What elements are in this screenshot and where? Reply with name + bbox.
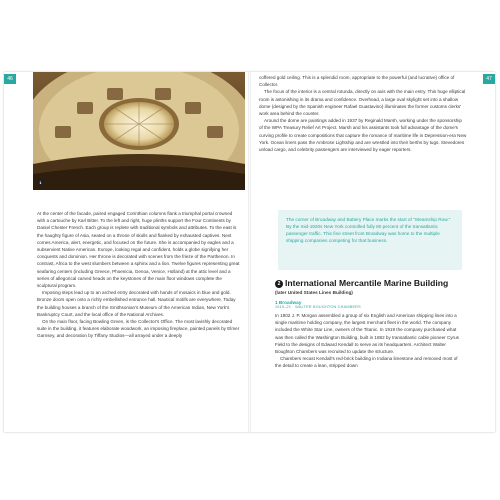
right-page-number: 47 [483,74,495,84]
left-paragraph: On the main floor, facing Bowling Green, is the Collector's Office. The most lavishly decorated suite in the building, it features elaborate woodwork, an imposing fireplace, painted panels by Elmer Garnsey, and decoration by Tiffany Studios—all arrayed under a deeply [37,319,240,339]
entry-subtitle: (later United States Lines Building) [275,290,353,295]
rotunda-photo [33,72,245,190]
right-paragraph: The focus of the interior is a central rotunda, directly on axis with the main entry. This huge elliptical room is astonishing in its drama and confidence. Overhead, a large oval skylight set into a shallow dome (designed by the Spanish engineer Rafael Guastavino) illuminates the former customs clerks' work area behind the counter. [259,89,466,117]
right-paragraph: Around the dome are paintings added in 1937 by Reginald Marsh, working under the sponsorship of the WPA Treasury Relief Art Project. Marsh and his assistants took full advantage of the dome's curving profile to create compositions that capture the romance of maritime life in Depression-era New York. Ocean liners pass the Ambrose Lightship and are wrestled into their berths by tugs. Stevedores unload cargo, and celebrity passengers are interviewed by eager reporters. [259,118,467,153]
right-column-text [259,74,467,153]
right-paragraph: coffered gold ceiling. This is a splendid room, appropriate to the powerful (and lucrative) office of Collector. [259,75,455,88]
building-entry [275,278,465,370]
entry-address: 1 Broadway [275,300,302,305]
book-spread [4,72,495,432]
book-gutter [248,72,251,432]
entry-body [275,312,465,370]
entry-meta: 1919–21 · WALTER BOUGHTON CHAMBERS [275,305,361,309]
left-column-text [37,210,241,340]
entry-paragraph: In 1902 J. P. Morgan assembled a group of six English and American shipping lines into a single maritime holding company, the largest merchant fleet in the world. The company included the White Star Line, owners of the Titanic. In 1919 the company purchased what was then called the Washington Building, built in 1882 by transatlantic cable pioneer Cyrus Field to the designs of Edward Kendall to serve as its headquarters. Architect Walter Boughton Chambers was recruited to update the structure. [275,313,459,355]
entry-number-badge: 2 [275,280,283,288]
entry-paragraph: Chambers recast Kendall's red-brick building in Indiana limestone and removed most of the detail to create a lean, stripped down [275,356,458,369]
left-paragraph: At the center of the facade, paired engaged Corinthian columns flank a triumphal portal crowned with a cartouche by Karl Bitter. To the left and right, huge plinths support the Four Continents by Daniel Chester French. Each group is replete with traditional symbols and attributes. To the east is the haughty figure of Asia, seated on a throne of skulls and flanked by exhausted captives. Next comes America, alert, energetic, and focused on the future. She is accompanied by eagles and a subservient Native American. Europe, looking regal and confident, holds a globe signifying her conquests and dominion. Her throne is decorated with scenes from the frieze of the Parthenon. In contrast, Africa to the west slumbers between a sphinx and a lion. Twelve figures representing great seafaring centers (including Greece, Phoenicia, Genoa, Venice, Holland) at the attic level and a series of allegorical carved heads on the keystones of the main floor windows complete the sculptural program. [37,211,240,289]
rotunda-dome-illustration [33,72,245,190]
left-page-number: 46 [4,74,16,84]
entry-title [275,278,465,288]
left-paragraph: Imposing steps lead up to an arched entry decorated with hands of mosaics in blue and gold. Bronze doors open onto a richly embellished entrance hall. Nautical motifs are everywhere. Today the building houses a branch of the Smithsonian's Museum of the American Indian, New York's Bankruptcy Court, and the local office of the National Archives. [37,290,236,317]
sidebar-callout: The corner of Broadway and Battery Place marks the start of "Steamship Row." By the mid-1920s New York controlled fully 80 percent of the transatlantic passenger traffic. This fine street front Broadway was home to the multiple shipping companies competing for that business. [278,210,462,270]
entry-title-text: International Mercantile Marine Building [285,278,449,288]
photo-number-badge: 1 [37,179,44,186]
